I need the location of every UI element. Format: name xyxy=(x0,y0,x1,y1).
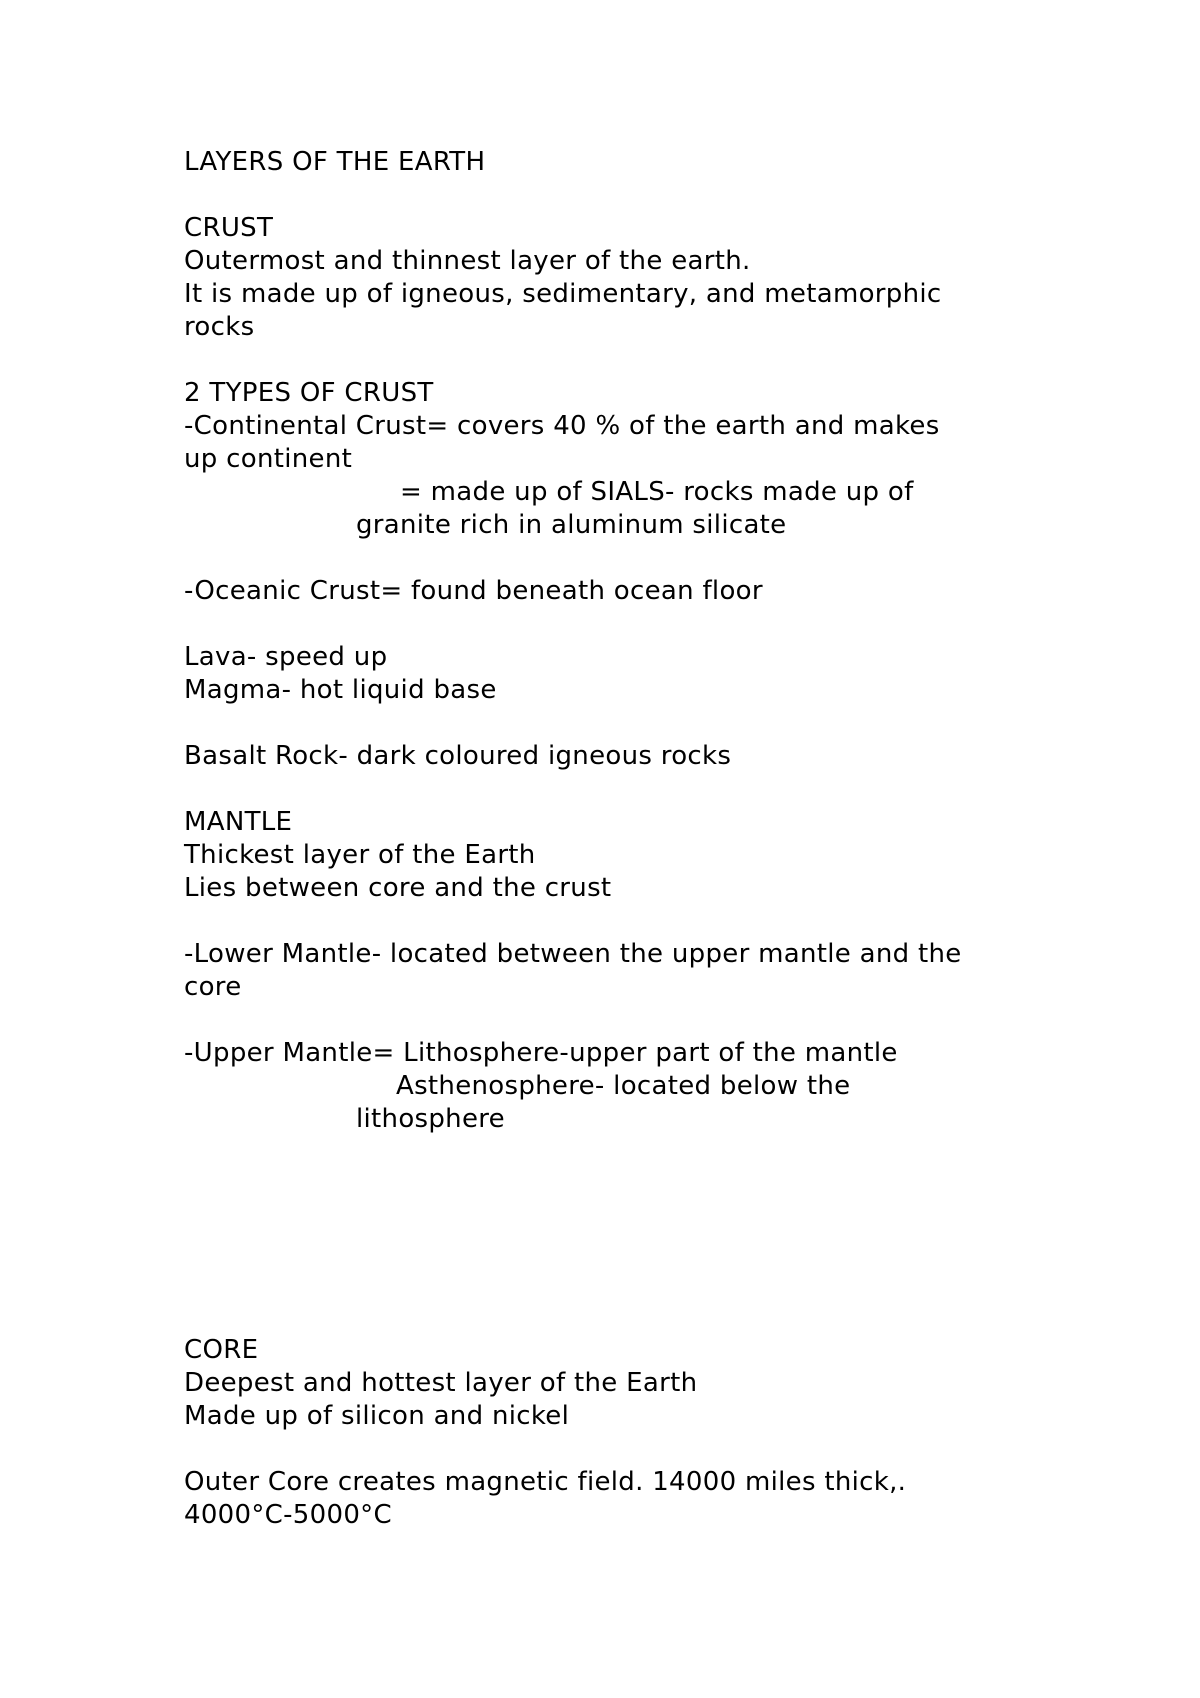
core-text-1: Deepest and hottest layer of the Earth xyxy=(184,1368,698,1398)
outer-core-text-2: 4000°C-5000°C xyxy=(184,1500,392,1530)
crust-text-2: It is made up of igneous, sedimentary, and metamorphic xyxy=(184,279,942,309)
continental-crust-text-3: = made up of SIALS- rocks made up of xyxy=(400,477,914,507)
oceanic-crust-text: -Oceanic Crust= found beneath ocean floor xyxy=(184,576,763,606)
crust-heading: CRUST xyxy=(184,213,274,243)
continental-crust-text-2: up continent xyxy=(184,444,353,474)
continental-crust-text-1: -Continental Crust= covers 40 % of the earth and makes xyxy=(184,411,940,441)
mantle-text-2: Lies between core and the crust xyxy=(184,873,612,903)
lower-mantle-text-2: core xyxy=(184,972,242,1002)
mantle-text-1: Thickest layer of the Earth xyxy=(184,840,536,870)
document-title: LAYERS OF THE EARTH xyxy=(184,147,486,177)
lower-mantle-text-1: -Lower Mantle- located between the upper mantle and the xyxy=(184,939,962,969)
lava-text: Lava- speed up xyxy=(184,642,388,672)
crust-text-3: rocks xyxy=(184,312,255,342)
magma-text: Magma- hot liquid base xyxy=(184,675,497,705)
core-text-2: Made up of silicon and nickel xyxy=(184,1401,570,1431)
crust-text-1: Outermost and thinnest layer of the earth. xyxy=(184,246,751,276)
document-body xyxy=(184,146,1084,1532)
crust-types-heading: 2 TYPES OF CRUST xyxy=(184,378,434,408)
outer-core-text-1: Outer Core creates magnetic field. 14000 miles thick,. xyxy=(184,1467,907,1497)
continental-crust-text-4: granite rich in aluminum silicate xyxy=(356,510,787,540)
upper-mantle-text-3: lithosphere xyxy=(356,1104,505,1134)
core-heading: CORE xyxy=(184,1335,259,1365)
upper-mantle-text-2: Asthenosphere- located below the xyxy=(396,1071,851,1101)
upper-mantle-text-1: -Upper Mantle= Lithosphere-upper part of the mantle xyxy=(184,1038,898,1068)
basalt-text: Basalt Rock- dark coloured igneous rocks xyxy=(184,741,732,771)
mantle-heading: MANTLE xyxy=(184,807,293,837)
